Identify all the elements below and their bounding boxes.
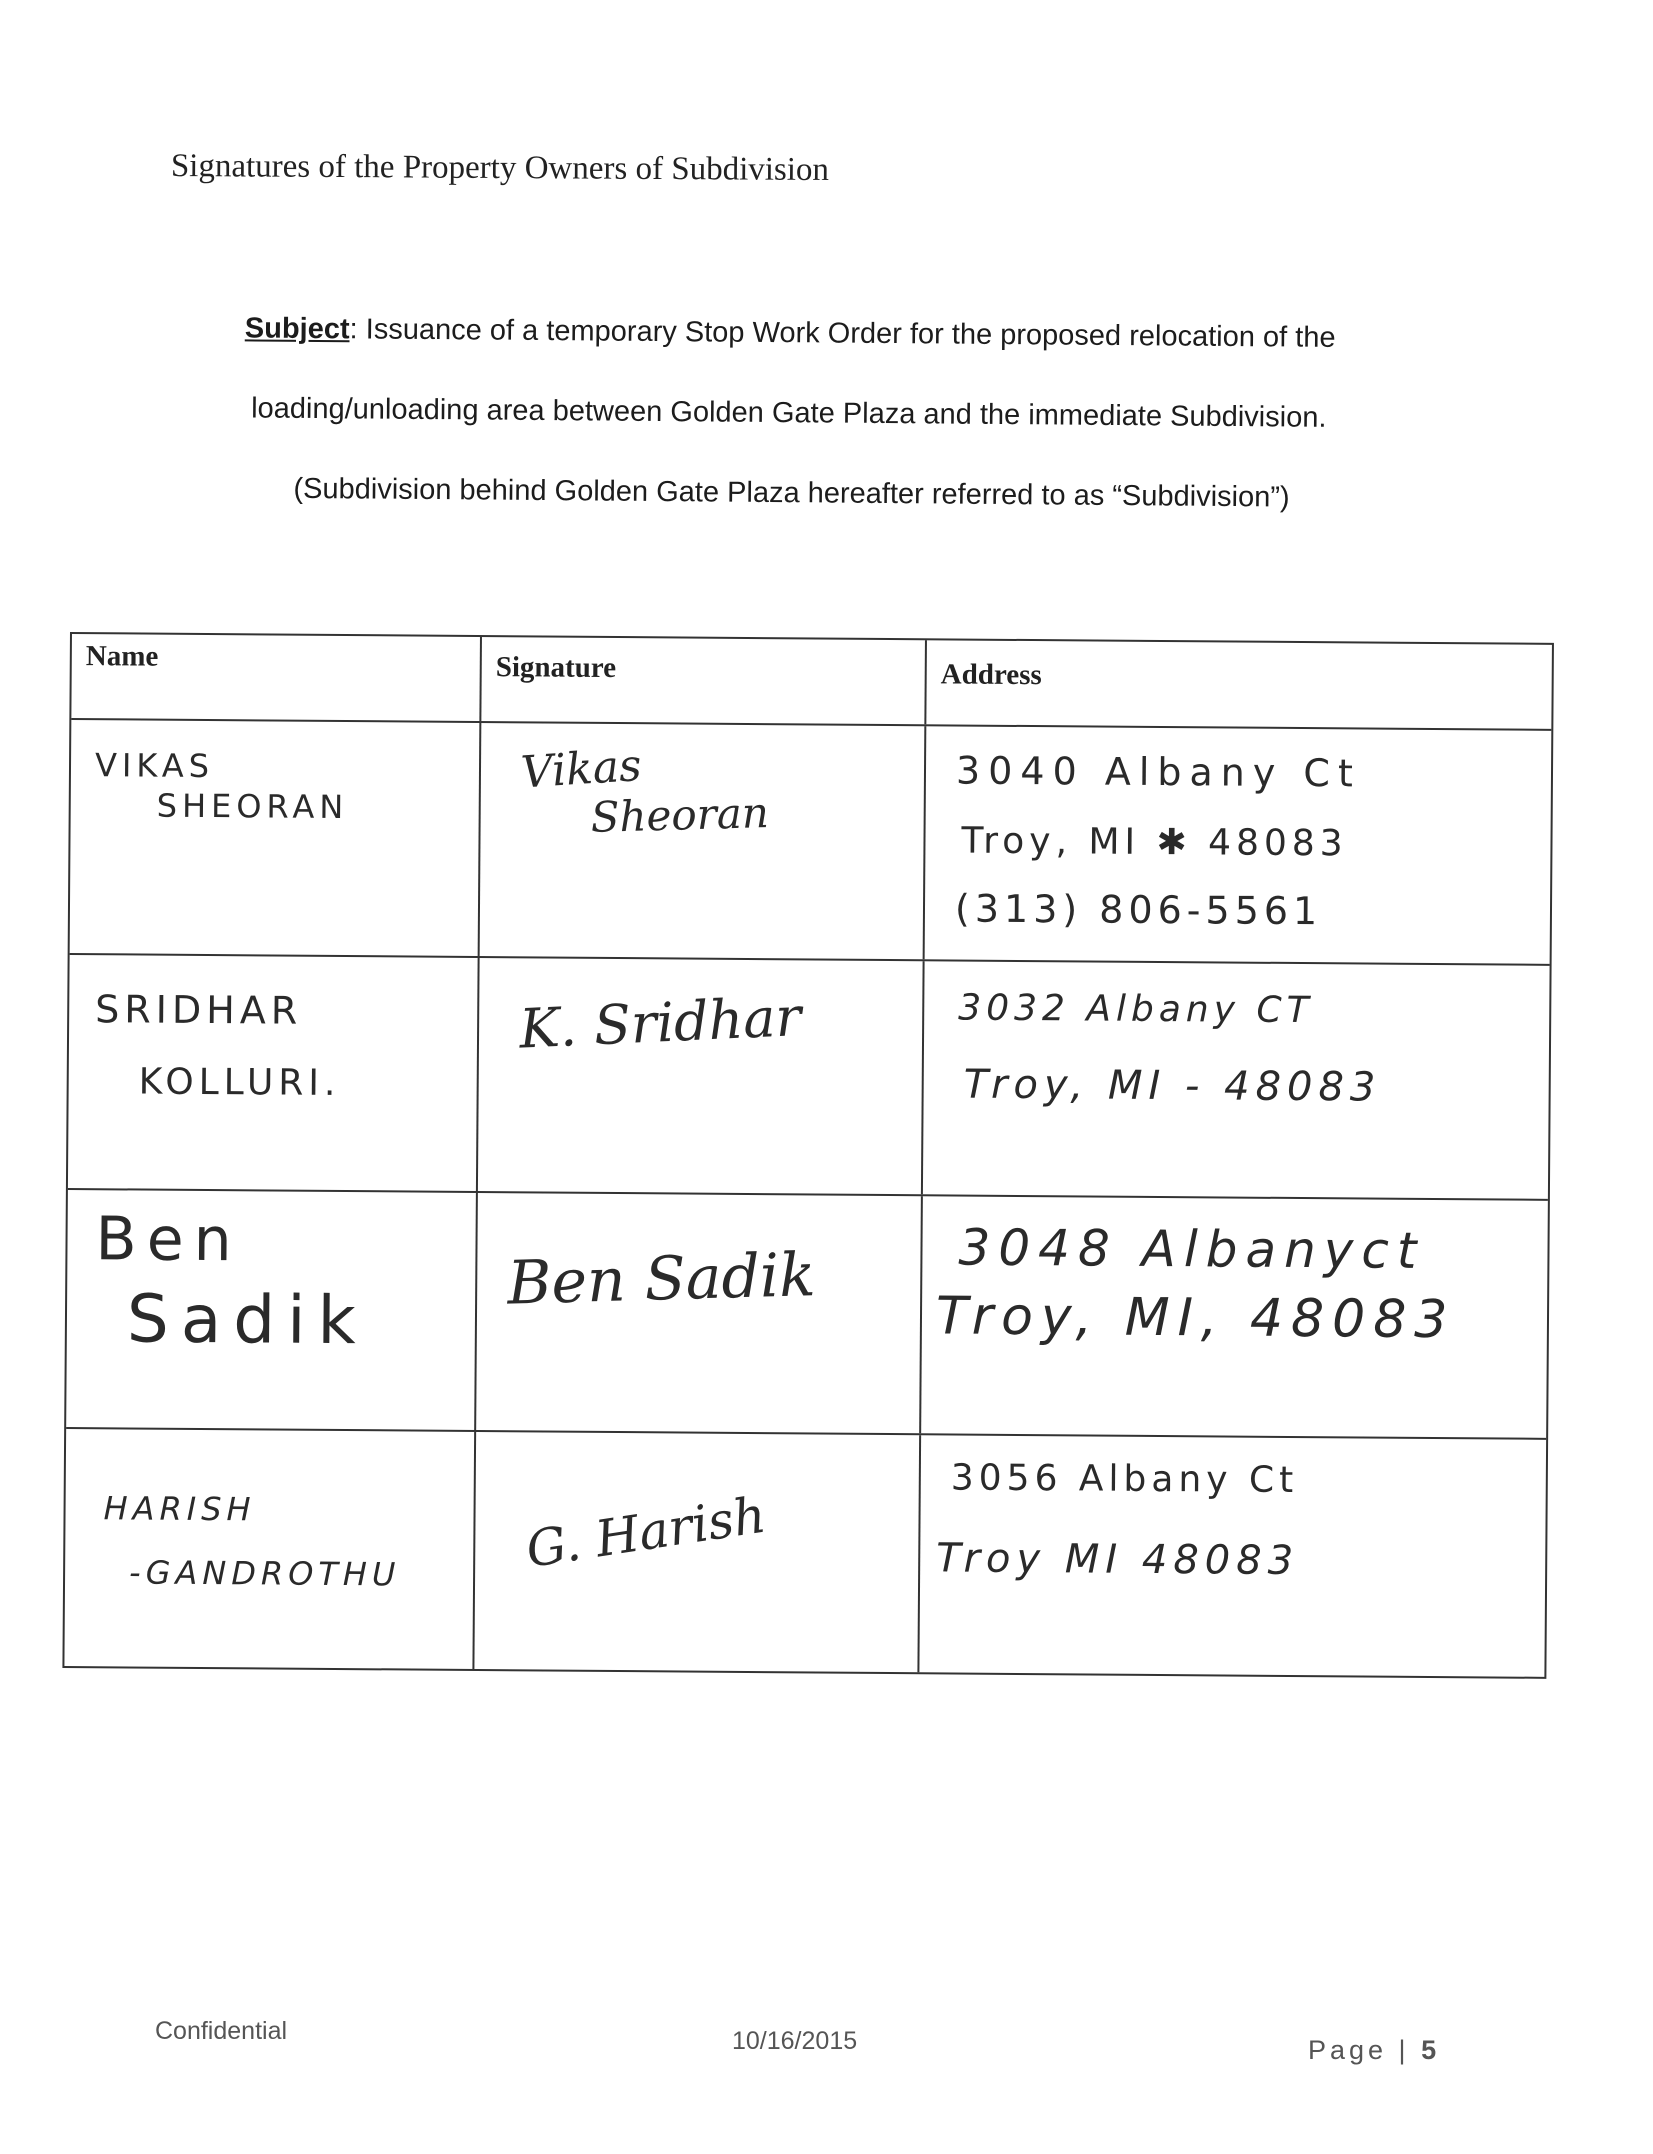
signature-line-1: Vikas (519, 740, 644, 799)
subject-text-1: : Issuance of a temporary Stop Work Order for the proposed relocation of the (349, 313, 1336, 354)
name-line-2: SHEORAN (156, 786, 349, 827)
address-line-1: 3040 Albany Ct (955, 748, 1362, 796)
footer-date: 10/16/2015 (732, 2027, 858, 2055)
address-cell (921, 1196, 1548, 1438)
name-line-2: -GANDROTHU (128, 1553, 401, 1594)
address-line-2: Troy, MI - 48083 (963, 1061, 1382, 1111)
address-line-2: Troy, MI, 48083 (935, 1286, 1456, 1351)
footer-page-number: 5 (1421, 2035, 1437, 2065)
name-cell (70, 720, 482, 956)
name-line-1: SRIDHAR (95, 987, 303, 1033)
address-cell (923, 961, 1550, 1199)
subject-line-3: (Subdivision behind Golden Gate Plaza hereafter referred to as “Subdivision”) (293, 472, 1290, 514)
header-address-label: Address (940, 658, 1042, 692)
header-address (926, 640, 1552, 729)
signature-table (62, 632, 1554, 1679)
signature-line-1: G. Harish (522, 1485, 770, 1579)
subject-line-2: loading/unloading area between Golden Gate Plaza and the immediate Subdivision. (251, 392, 1327, 434)
table-header-row (71, 634, 1552, 731)
header-name: Name (71, 634, 482, 721)
address-line-2: Troy, MI ✱ 48083 (961, 820, 1348, 865)
page-heading: Signatures of the Property Owners of Subdivision (170, 148, 830, 189)
subject-line-1 (245, 312, 1336, 355)
name-cell (68, 955, 480, 1191)
signature-line-1: K. Sridhar (517, 985, 803, 1061)
signature-cell (476, 1193, 923, 1433)
signature-cell (480, 723, 927, 959)
header-signature (481, 637, 927, 724)
address-cell (925, 726, 1552, 964)
name-line-1: VIKAS (94, 746, 215, 786)
name-line-2: Sadik (126, 1280, 369, 1360)
signature-line-1: Ben Sadik (506, 1240, 817, 1319)
footer-page-label: Page | (1308, 2035, 1422, 2065)
name-line-1: HARISH (103, 1489, 256, 1529)
name-line-1: Ben (95, 1204, 242, 1276)
name-line-2: KOLLURI. (138, 1061, 341, 1104)
address-line-3: (313) 806-5561 (954, 886, 1323, 934)
address-line-1: 3032 Albany CT (958, 987, 1314, 1032)
table-row (70, 720, 1552, 966)
table-row (66, 1190, 1548, 1440)
header-signature-label: Signature (495, 651, 617, 685)
table-row (64, 1429, 1546, 1677)
address-line-2: Troy MI 48083 (936, 1535, 1300, 1585)
signature-cell (474, 1432, 921, 1672)
subject-block (200, 312, 1460, 514)
signature-cell (478, 958, 925, 1194)
table-row (68, 955, 1550, 1201)
subject-label: Subject (244, 312, 350, 346)
name-cell (66, 1190, 478, 1430)
address-line-1: 3048 Albanyct (958, 1218, 1425, 1280)
address-cell (919, 1435, 1546, 1677)
signature-line-2: Sheoran (590, 788, 770, 842)
address-line-1: 3056 Albany Ct (950, 1457, 1299, 1502)
footer-page (1308, 2035, 1436, 2066)
footer-confidential: Confidential (155, 2017, 288, 2045)
name-cell (64, 1429, 476, 1669)
